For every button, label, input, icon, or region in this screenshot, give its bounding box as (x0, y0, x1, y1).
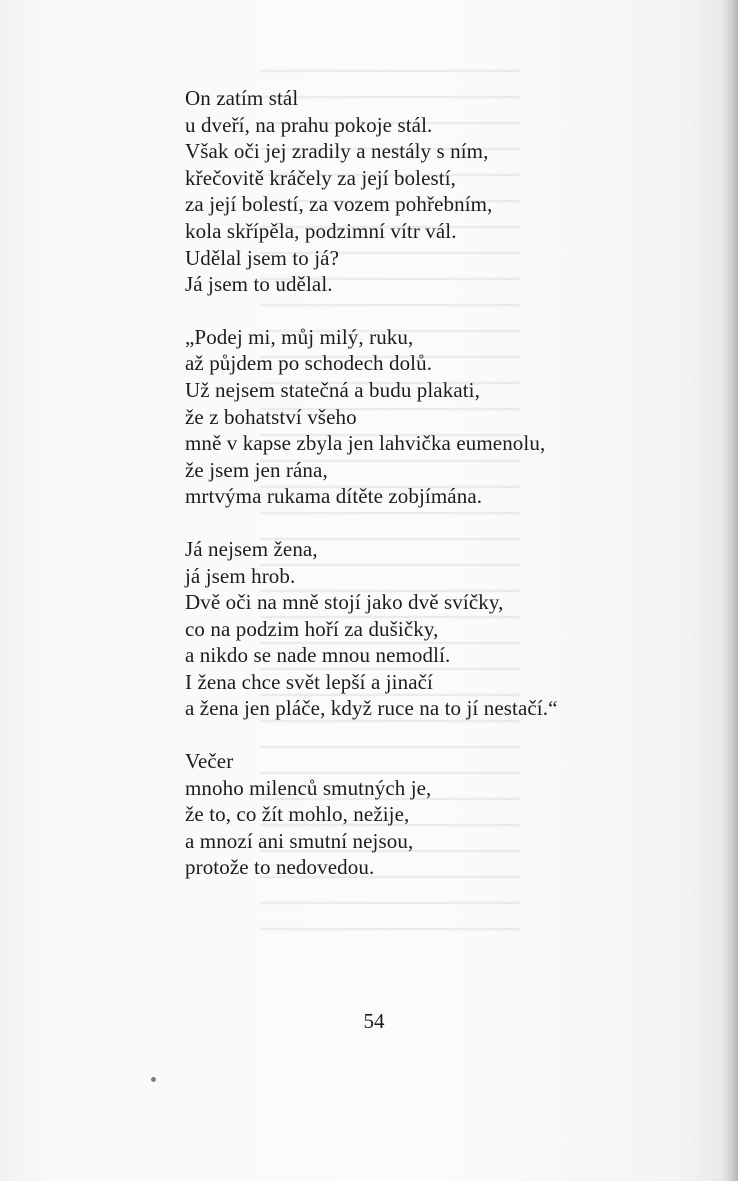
stanza (185, 85, 705, 298)
poem-line: Večer (185, 749, 234, 774)
poem-line: až půjdem po schodech dolů. (185, 351, 433, 376)
stanza (185, 748, 705, 881)
poem-line: mně v kapse zbyla jen lahvička eumenolu, (185, 431, 546, 456)
ink-smudge (151, 1077, 156, 1082)
poem-line: I žena chce svět lepší a jinačí (185, 669, 433, 694)
poem-line: mnoho milenců smutných je, (185, 775, 432, 800)
poem-line: Já jsem to udělal. (185, 272, 333, 297)
poem-line: že to, co žít mohlo, nežije, (185, 802, 410, 827)
poem-line: Však oči jej zradily a nestály s ním, (185, 139, 489, 164)
poem-line: kola skřípěla, podzimní vítr vál. (185, 218, 457, 243)
page-number: 54 (363, 1009, 385, 1033)
poem-line: křečovitě kráčely za její bolestí, (185, 165, 457, 190)
poem-line: u dveří, na prahu pokoje stál. (185, 112, 433, 137)
poem-line: On zatím stál (185, 86, 299, 110)
poem-line: za její bolestí, za vozem pohřebním, (185, 192, 493, 217)
poem-line: a mnozí ani smutní nejsou, (185, 828, 414, 853)
poem-line: že z bohatství všeho (185, 404, 357, 429)
poem-line: Už nejsem statečná a budu plakati, (185, 377, 480, 402)
poem-line: a žena jen pláče, když ruce na to jí nestačí.“ (185, 696, 558, 721)
poem-line: Dvě oči na mně stojí jako dvě svíčky, (185, 590, 504, 615)
poem-line: že jsem jen rána, (185, 457, 328, 482)
poem-line: a nikdo se nade mnou nemodlí. (185, 643, 451, 668)
poem-line: protože to nedovedou. (185, 855, 375, 880)
poem-text (185, 85, 705, 907)
poem-line: já jsem hrob. (185, 563, 296, 588)
poem-line: „Podej mi, můj milý, ruku, (185, 324, 414, 349)
stanza (185, 536, 705, 722)
stanza (185, 324, 705, 510)
poem-line: Udělal jsem to já? (185, 245, 339, 270)
page-edge-shadow (722, 0, 738, 1181)
poem-line: Já nejsem žena, (185, 536, 318, 561)
poem-line: mrtvýma rukama dítěte zobjímána. (185, 484, 483, 509)
poem-line: co na podzim hoří za dušičky, (185, 616, 439, 641)
